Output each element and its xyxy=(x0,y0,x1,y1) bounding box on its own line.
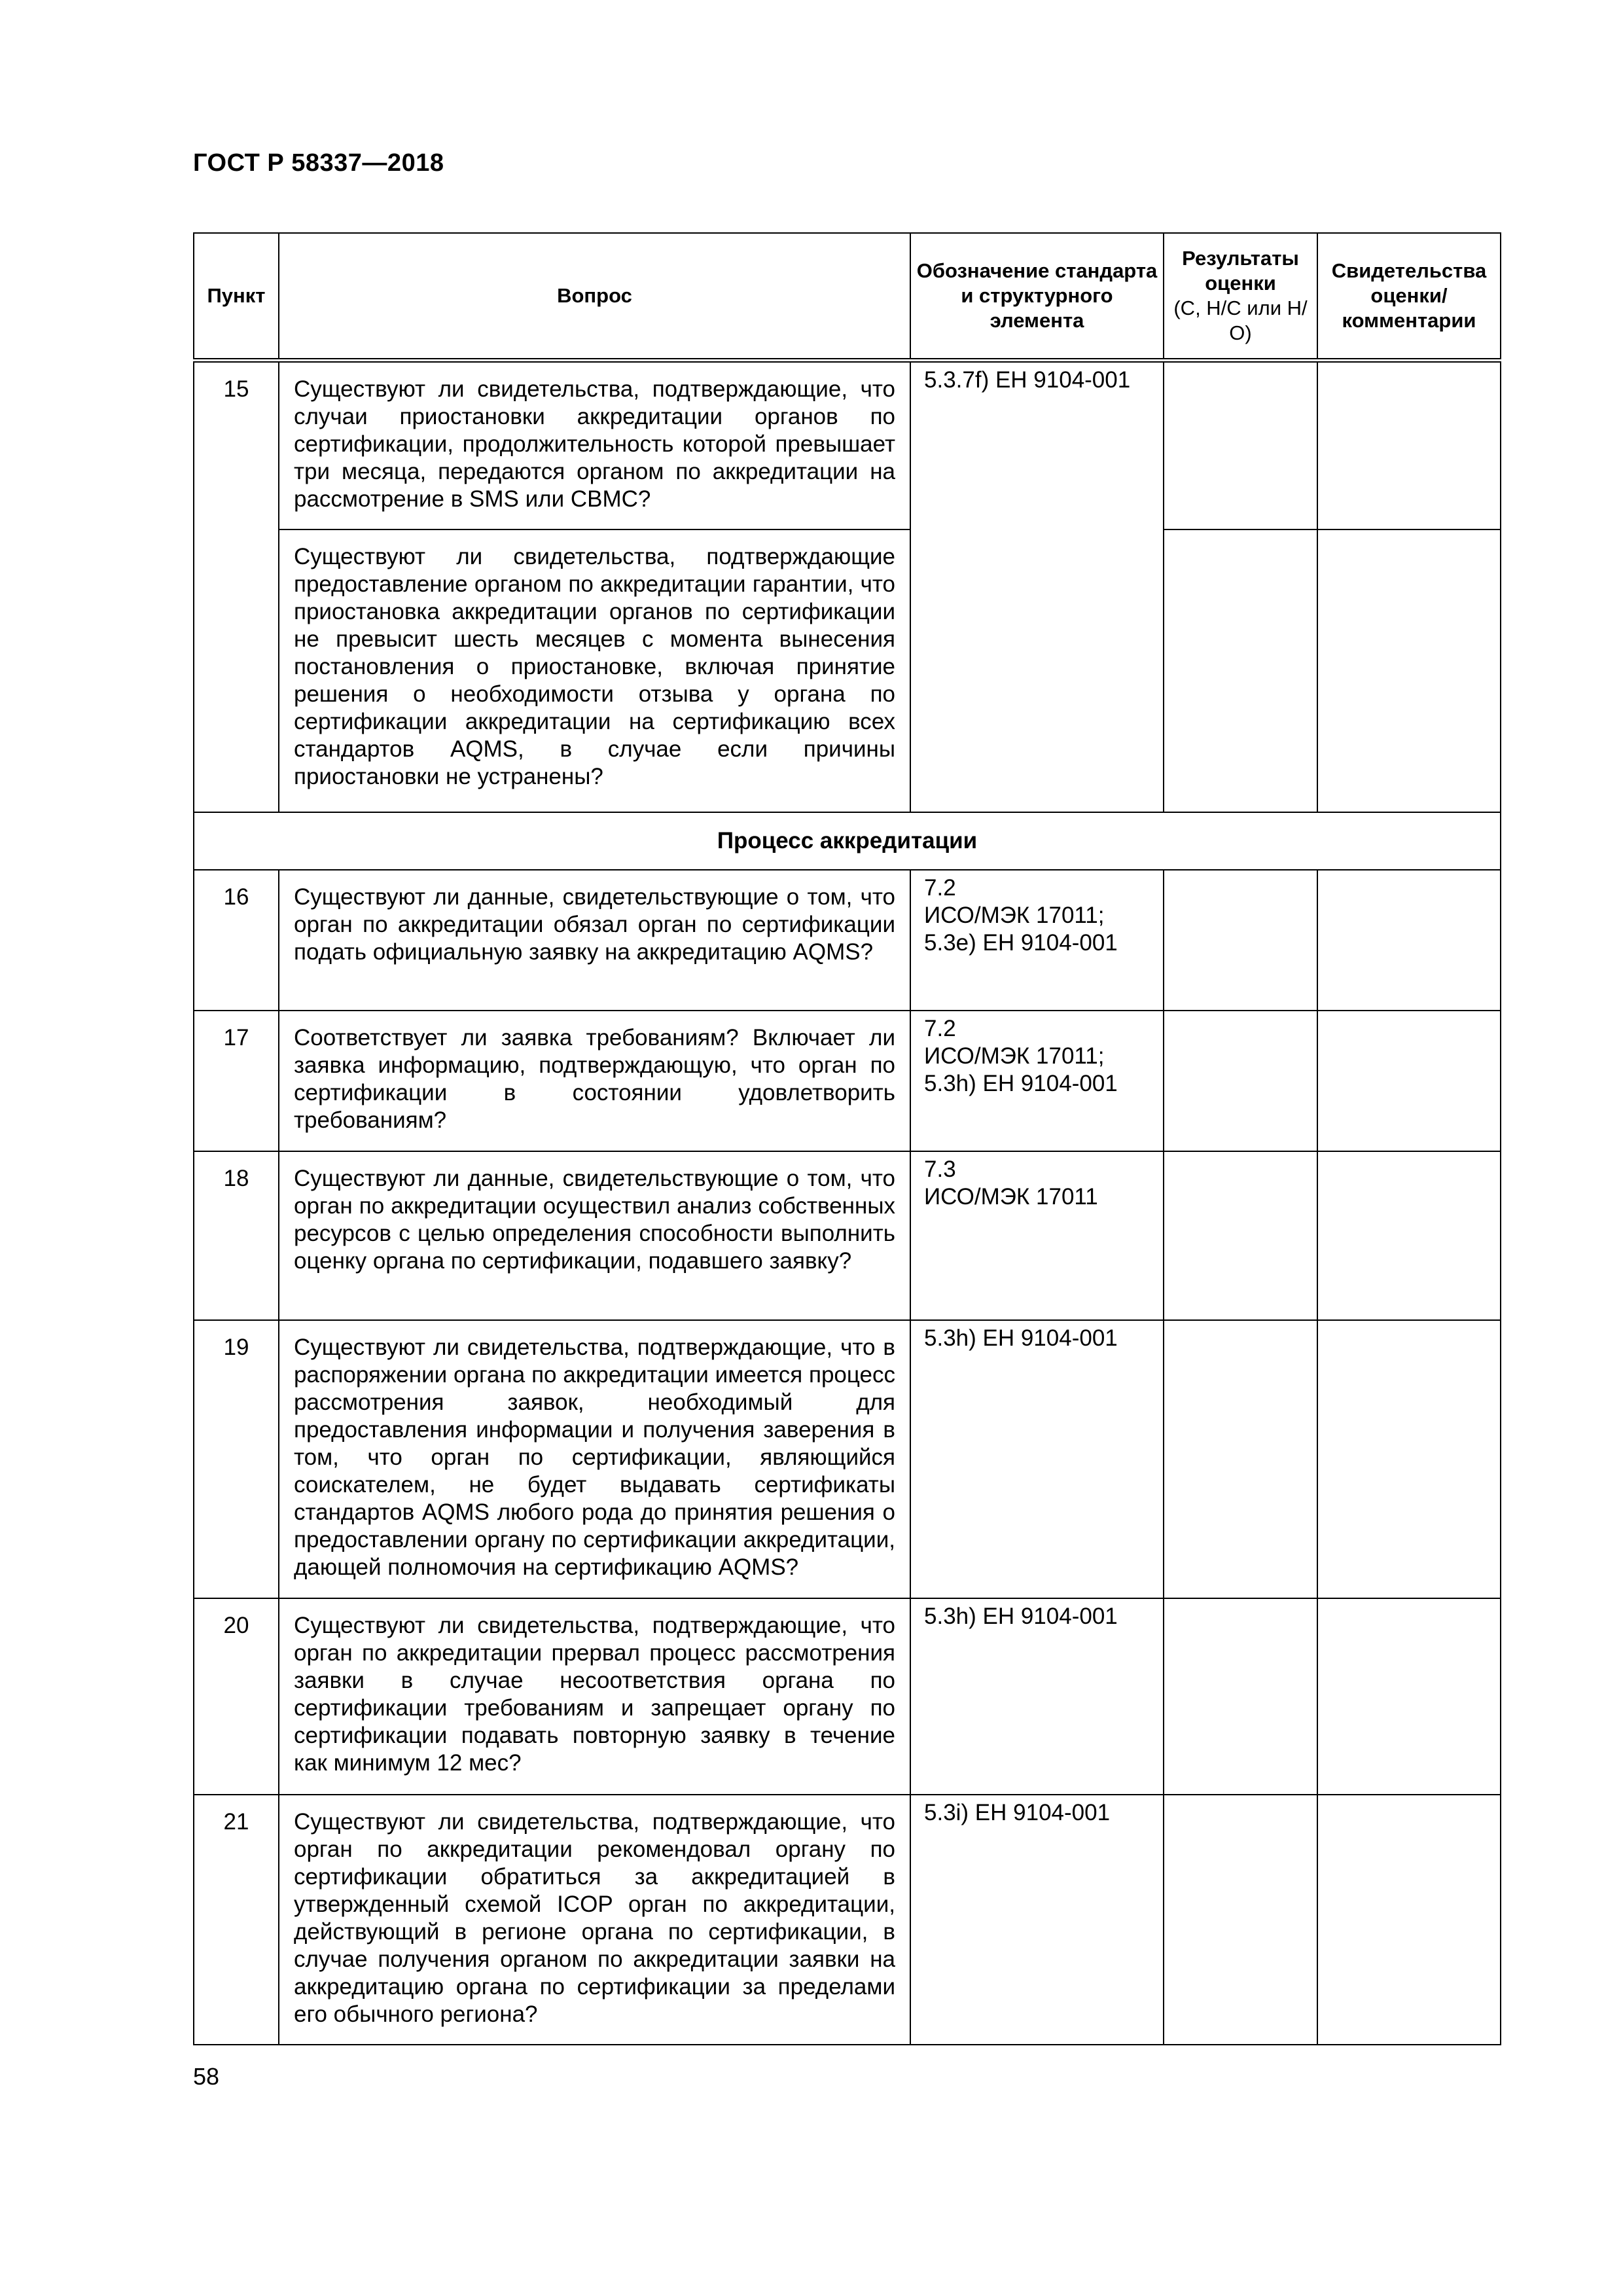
standard-ref xyxy=(910,1011,1164,1151)
checklist-table xyxy=(193,232,1501,2045)
item-number: 21 xyxy=(194,1795,279,2045)
col-header-standard: Обозначение стандарта и структурного элемента xyxy=(910,233,1164,361)
question-text: Существуют ли свидетельства, подтверждающие предоставление органом по аккредитации гарантии, что приостановка аккредитации органов по сертификации не превысит шесть месяцев с момента вынесения постановления о приостановке, включая принятие решения о необходимости отзыва у органа по сертификации аккредитации на сертификацию всех стандартов AQMS, в случае если причины приостановки не устранены? xyxy=(279,529,910,812)
standard-ref: 5.3.7f) ЕН 9104-001 xyxy=(910,361,1164,812)
table-row xyxy=(194,529,1501,812)
col-header-evidence: Свидетельства оценки/ комментарии xyxy=(1317,233,1501,361)
item-number: 15 xyxy=(194,361,279,812)
table-row xyxy=(194,1320,1501,1598)
standard-ref-line: ИСО/МЭК 17011; xyxy=(924,902,1105,928)
question-text: Существуют ли свидетельства, подтверждающие, что орган по аккредитации рекомендовал органу по сертификации обратиться за аккредитацией в утвержденный схемой ICOP орган по аккредитации, действующий в регионе органа по сертификации, в случае получения органом по аккредитации заявки на аккредитацию органа по сертификации за пределами его обычного региона? xyxy=(279,1795,910,2045)
result-cell[interactable] xyxy=(1164,361,1317,529)
evidence-cell[interactable] xyxy=(1317,529,1501,812)
standard-ref-line: 5.3e) ЕН 9104-001 xyxy=(924,929,1118,956)
item-number: 20 xyxy=(194,1598,279,1795)
evidence-cell[interactable] xyxy=(1317,361,1501,529)
standard-ref: 5.3h) ЕН 9104-001 xyxy=(910,1320,1164,1598)
section-title: Процесс аккредитации xyxy=(194,812,1501,870)
question-text: Существуют ли данные, свидетельствующие о том, что орган по аккредитации осуществил анализ собственных ресурсов с целью определения способности выполнить оценку органа по сертификации, подавшего заявку? xyxy=(279,1151,910,1320)
results-title: Результаты оценки xyxy=(1182,247,1299,295)
result-cell[interactable] xyxy=(1164,1151,1317,1320)
question-text: Существуют ли данные, свидетельствующие о том, что орган по аккредитации обязал орган по сертификации подать официальную заявку на аккредитацию AQMS? xyxy=(279,870,910,1011)
item-number: 18 xyxy=(194,1151,279,1320)
standard-ref-line: 7.2 xyxy=(924,874,956,901)
table-row xyxy=(194,361,1501,529)
result-cell[interactable] xyxy=(1164,1795,1317,2045)
page-number: 58 xyxy=(193,2063,220,2090)
question-text: Существуют ли свидетельства, подтверждающие, что орган по аккредитации прервал процесс рассмотрения заявки в случае несоответствия органа по сертификации требованиям и запрещает органу по сертификации подавать повторную заявку в течение как минимум 12 мес? xyxy=(279,1598,910,1795)
col-header-item: Пункт xyxy=(194,233,279,361)
col-header-results xyxy=(1164,233,1317,361)
results-note: (С, Н/С или Н/О) xyxy=(1173,296,1308,344)
evidence-cell[interactable] xyxy=(1317,870,1501,1011)
table-row xyxy=(194,1151,1501,1320)
table-header-row xyxy=(194,233,1501,361)
standard-ref xyxy=(910,1151,1164,1320)
evidence-cell[interactable] xyxy=(1317,1598,1501,1795)
table-row xyxy=(194,1011,1501,1151)
question-text: Существуют ли свидетельства, подтверждающие, что в распоряжении органа по аккредитации имеется процесс рассмотрения заявок, необходимый для предоставления информации и получения заверения в том, что орган по сертификации, являющийся соискателем, не будет выдавать сертификаты стандартов AQMS любого рода до принятия решения о предоставлении органу по сертификации аккредитации, дающей полномочия на сертификацию AQMS? xyxy=(279,1320,910,1598)
result-cell[interactable] xyxy=(1164,1598,1317,1795)
question-text: Существуют ли свидетельства, подтверждающие, что случаи приостановки аккредитации органов по сертификации, продолжительность которой превышает три месяца, передаются органом по аккредитации на рассмотрение в SMS или СВМС? xyxy=(279,361,910,529)
result-cell[interactable] xyxy=(1164,529,1317,812)
result-cell[interactable] xyxy=(1164,870,1317,1011)
standard-ref: 5.3h) ЕН 9104-001 xyxy=(910,1598,1164,1795)
table-row xyxy=(194,1598,1501,1795)
standard-ref-line: 7.3 xyxy=(924,1156,956,1182)
evidence-cell[interactable] xyxy=(1317,1795,1501,2045)
result-cell[interactable] xyxy=(1164,1320,1317,1598)
evidence-cell[interactable] xyxy=(1317,1320,1501,1598)
evidence-cell[interactable] xyxy=(1317,1011,1501,1151)
item-number: 17 xyxy=(194,1011,279,1151)
result-cell[interactable] xyxy=(1164,1011,1317,1151)
standard-ref xyxy=(910,870,1164,1011)
col-header-question: Вопрос xyxy=(279,233,910,361)
table-row xyxy=(194,1795,1501,2045)
item-number: 16 xyxy=(194,870,279,1011)
standard-ref-line: ИСО/МЭК 17011; xyxy=(924,1043,1105,1069)
question-text: Соответствует ли заявка требованиям? Включает ли заявка информацию, подтверждающую, что орган по сертификации в состоянии удовлетворить требованиям? xyxy=(279,1011,910,1151)
evidence-cell[interactable] xyxy=(1317,1151,1501,1320)
table-row xyxy=(194,870,1501,1011)
section-row xyxy=(194,812,1501,870)
standard-ref-line: ИСО/МЭК 17011 xyxy=(924,1183,1098,1210)
document-header: ГОСТ Р 58337—2018 xyxy=(193,149,444,177)
standard-ref-line: 5.3h) ЕН 9104-001 xyxy=(924,1070,1118,1096)
standard-ref: 5.3i) ЕН 9104-001 xyxy=(910,1795,1164,2045)
standard-ref-line: 7.2 xyxy=(924,1015,956,1041)
item-number: 19 xyxy=(194,1320,279,1598)
